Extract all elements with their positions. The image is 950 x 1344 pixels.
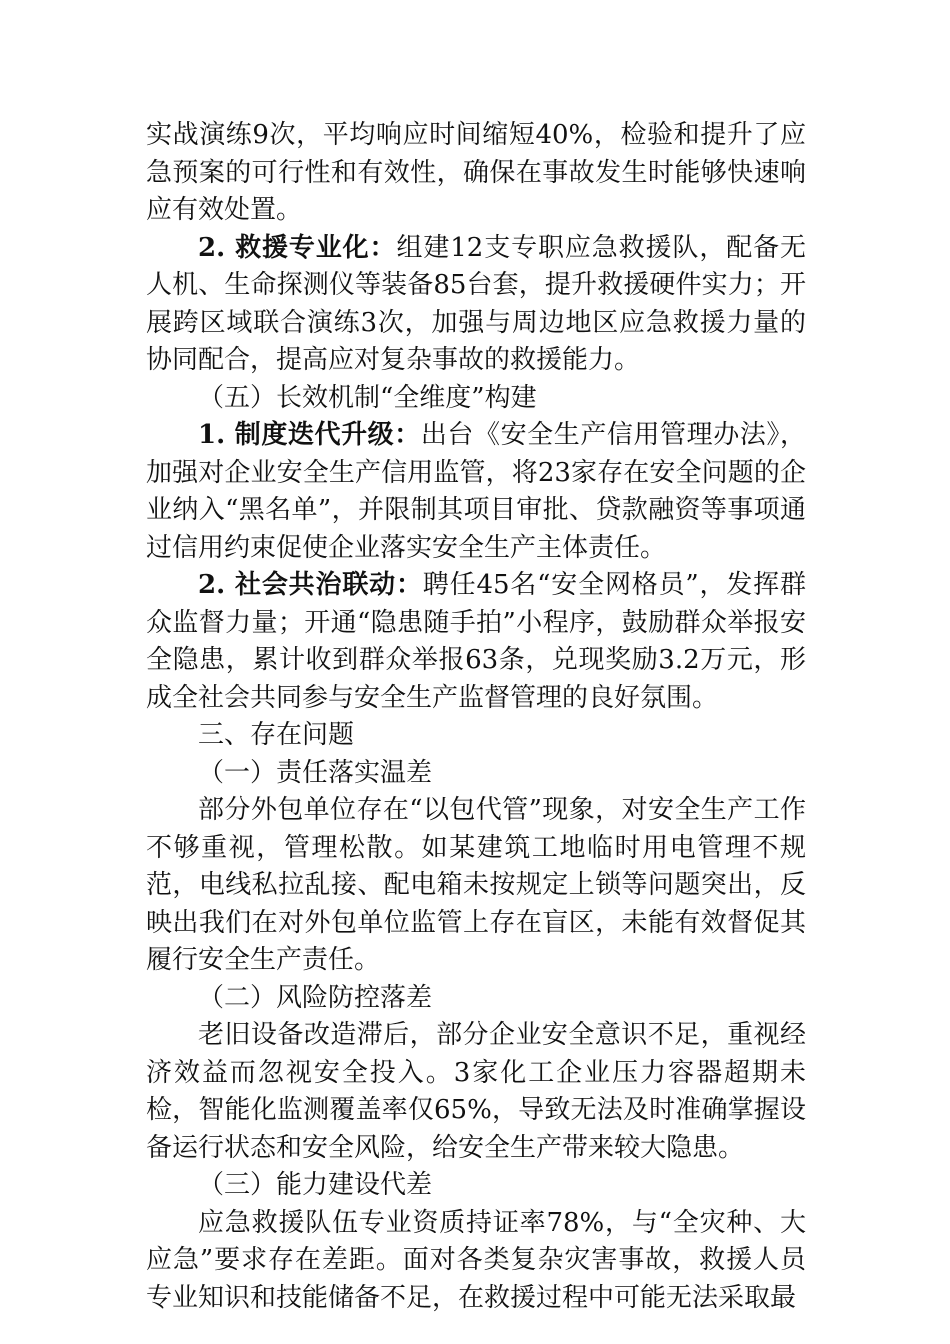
paragraph-system-upgrade <box>146 417 806 567</box>
paragraph-drill-results: 实战演练9次，平均响应时间缩短40%，检验和提升了应急预案的可行性和有效性，确保在事故发生时能够快速响应有效处置。 <box>146 120 806 225</box>
section-heading-long-term-mechanism: （五）长效机制“全维度”构建 <box>198 382 537 413</box>
paragraph-text: 出台《安全生产信用管理办法》，加强对企业安全生产信用监管，将23家存在安全问题的企业纳入“黑名单”，并限制其项目审批、贷款融资等事项通过信用约束促使企业落实安全生产主体责任。 <box>146 420 806 563</box>
paragraph-lead: 2. 救援专业化： <box>198 232 397 263</box>
paragraph-social-co-governance <box>146 567 806 717</box>
paragraph-responsibility-gap: 部分外包单位存在“以包代管”现象，对安全生产工作不够重视，管理松散。如某建筑工地临时用电管理不规范，电线私拉乱接、配电箱未按规定上锁等问题突出，反映出我们在对外包单位监管上存在盲区，未能有效督促其履行安全生产责任。 <box>146 795 806 975</box>
paragraph-risk-control-gap: 老旧设备改造滞后，部分企业安全意识不足，重视经济效益而忽视安全投入。3家化工企业压力容器超期未检，智能化监测覆盖率仅65%，导致无法及时准确掌握设备运行状态和安全风险，给安全生产带来较大隐患。 <box>146 1020 806 1163</box>
paragraph-rescue-professionalization <box>146 230 806 380</box>
paragraph-lead: 1. 制度迭代升级： <box>198 420 421 450</box>
subsection-heading-risk-control: （二）风险防控落差 <box>198 982 433 1013</box>
paragraph-lead: 2. 社会共治联动： <box>198 570 423 600</box>
section-heading-existing-problems: 三、存在问题 <box>198 720 355 750</box>
document-page <box>146 117 806 1317</box>
paragraph-text: 聘任45名“安全网格员”，发挥群众监督力量；开通“隐患随手拍”小程序，鼓励群众举报安全隐患，累计收到群众举报63条，兑现奖励3.2万元，形成全社会共同参与安全生产监督管理的良好氛围。 <box>146 570 806 713</box>
paragraph-capability-gap: 应急救援队伍专业资质持证率78%，与“全灾种、大应急”要求存在差距。面对各类复杂灾害事故，救援人员专业知识和技能储备不足，在救援过程中可能无法采取最 <box>146 1207 806 1313</box>
paragraph-text: 组建12支专职应急救援队，配备无人机、生命探测仪等装备85台套，提升救援硬件实力；开展跨区域联合演练3次，加强与周边地区应急救援力量的协同配合，提高应对复杂事故的救援能力。 <box>146 232 806 375</box>
subsection-heading-responsibility: （一）责任落实温差 <box>198 757 433 788</box>
subsection-heading-capability: （三）能力建设代差 <box>198 1170 433 1200</box>
